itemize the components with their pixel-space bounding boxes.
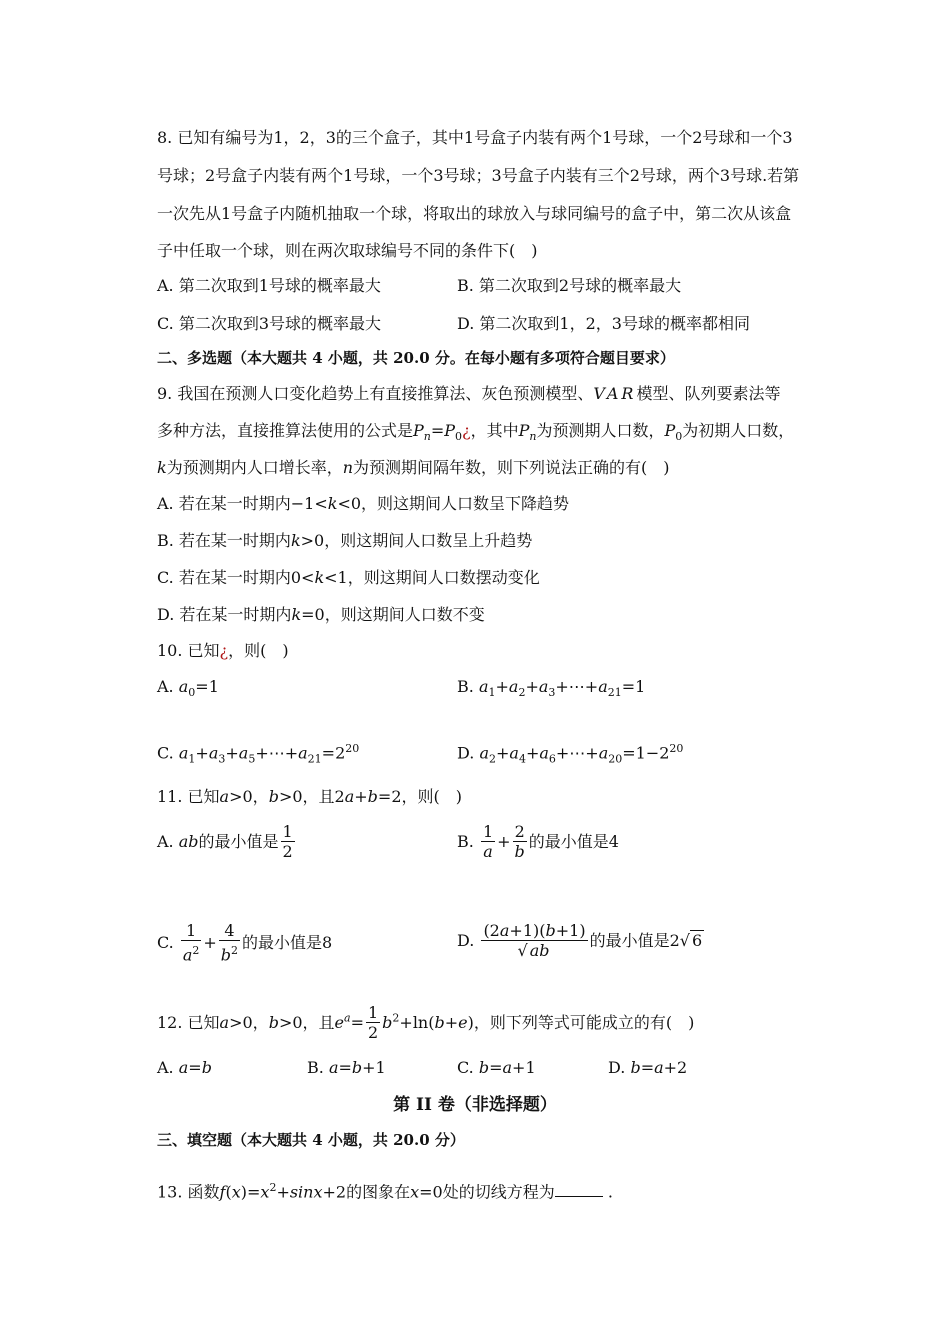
q11-text: 11. 已知 <box>157 787 220 806</box>
fraction: $\frac{(2a+1)(b+1)}{√ ab}$ <box>483 921 586 960</box>
q9-option-a: A. 若在某一时期内−1<k<0，则这期间人口数呈下降趋势 <box>157 494 570 513</box>
fraction: $\frac{1}{2}$ <box>282 822 293 861</box>
q10-stem <box>157 640 289 662</box>
q12-option-a: A. a=b <box>157 1058 212 1077</box>
option-text: 的最小值是4 <box>528 832 619 851</box>
q12-text: 12. 已知 <box>157 1013 220 1032</box>
q9-text: 为预测期人口数， <box>536 421 665 440</box>
q10-option-b: B. $a_1+a_2+a_3+\cdots+a_{21}=1$ <box>457 677 646 700</box>
q9-text: 多种方法，直接推算法使用的公式是 <box>157 421 414 440</box>
q9-text: ，其中 <box>470 421 519 440</box>
var-pn: $P_n$ <box>518 421 537 444</box>
q9-text: 9. 我国在预测人口变化趋势上有直接推算法、灰色预测模型、 <box>157 384 594 403</box>
fraction: $\frac{1}{a^2}$ <box>182 921 200 965</box>
q13-text: 13. 函数 <box>157 1182 220 1202</box>
var-p0: P <box>664 421 676 440</box>
option-text: C. 若在某一时期内0< <box>157 568 315 587</box>
q12-option-c: C. b=a+1 <box>457 1058 536 1077</box>
q9-text: 为初期人口数， <box>682 421 795 440</box>
q11-option-b: B. $\frac{1}{a}$ + $\frac{2}{b}$ 的最小值是4 <box>457 822 619 861</box>
fraction: $\frac{1}{a}$ <box>482 822 494 861</box>
q11-option-c: C. $\frac{1}{a^2}$ + $\frac{4}{b^2}$ 的最小值是8 <box>157 921 333 965</box>
q11-text: ，则( ) <box>401 787 463 806</box>
q9-line-3 <box>157 457 670 479</box>
q8-option-a: A. 第二次取到1号球的概率最大 <box>157 276 381 295</box>
q10-option-d: D. $a_2+a_4+a_6+\cdots+a_{20}=1-2^{20}$ <box>457 742 684 766</box>
q12-stem: 12. 已知a>0，b>0，且$e^a=$ $\frac{1}{2}$ $b^2+\ln(b+e)$，则下列等式可能成立的有( ) <box>157 1003 695 1042</box>
section-3-heading: 三、填空题（本大题共 4 小题，共 20.0 分） <box>157 1131 465 1149</box>
q10-option-a: A. $a_0=1$ <box>157 677 219 700</box>
option-text: 的最小值是 <box>198 832 279 851</box>
option-text: 的最小值是2 <box>589 931 680 950</box>
q9-var-model: VAR <box>593 384 637 403</box>
option-text: <0，则这期间人口数呈下降趋势 <box>337 494 570 513</box>
option-text: D. 若在某一时期内 <box>157 605 292 624</box>
section-2-heading: 二、多选题（本大题共 4 小题，共 20.0 分。在每小题有多项符合题目要求） <box>157 349 675 367</box>
q8-line-2: 号球；2号盒子内装有两个1号球，一个3号球；3号盒子内装有三个2号球，两个3号球.若第 <box>157 166 800 185</box>
broken-glyph: ¿ <box>219 641 229 660</box>
q10-text: 10. 已知 <box>157 641 220 660</box>
q9-line-1 <box>157 383 780 405</box>
option-text: B. 若在某一时期内 <box>157 531 291 550</box>
option-text: 的最小值是8 <box>242 933 333 953</box>
q8-line-1: 8. 已知有编号为1，2，3的三个盒子，其中1号盒子内装有两个1号球，一个2号球和一个3 <box>157 128 793 147</box>
option-text: <1，则这期间人口数摆动变化 <box>324 568 540 587</box>
fraction: $\frac{4}{b^2}$ <box>220 921 239 965</box>
q10-option-c: C. $a_1+a_3+a_5+\cdots+a_{21}=2^{20}$ <box>157 742 360 766</box>
option-label: A. <box>157 677 174 696</box>
fraction: $\frac{1}{2}$ <box>367 1003 379 1042</box>
q9-option-b: B. 若在某一时期内k>0，则这期间人口数呈上升趋势 <box>157 531 533 550</box>
option-text: >0，则这期间人口数呈上升趋势 <box>300 531 533 550</box>
q8-option-d: D. 第二次取到1，2，3号球的概率都相同 <box>457 314 750 333</box>
q13-stem: 13. 函数$f(x)=x^2+\sin x+2$的图象在x=0处的切线方程为 . <box>157 1181 613 1202</box>
option-text: =0，则这期间人口数不变 <box>301 605 485 624</box>
q8-option-b: B. 第二次取到2号球的概率最大 <box>457 276 682 295</box>
option-label: C. <box>157 743 174 763</box>
q11-stem: 11. 已知a>0，b>0，且2a+b=2，则( ) <box>157 787 463 806</box>
q9-text: 模型、队列要素法等 <box>636 384 781 403</box>
q9-text: 为预测期内人口增长率， <box>166 458 343 477</box>
var-n: n <box>342 458 354 477</box>
q9-text: 为预测期间隔年数，则下列说法正确的有( ) <box>353 458 670 477</box>
q9-option-d: D. 若在某一时期内k=0，则这期间人口数不变 <box>157 605 485 624</box>
option-label: B. <box>457 677 474 696</box>
option-label: D. <box>457 743 475 763</box>
q13-text: 处的切线方程为 <box>442 1182 555 1202</box>
fraction: $\frac{2}{b}$ <box>514 822 525 861</box>
q12-option-d: D. b=a+2 <box>608 1058 688 1077</box>
var-k: k <box>157 458 167 477</box>
part-2-title: 第 II 卷（非选择题） <box>393 1095 557 1115</box>
q10-text: ，则( ) <box>228 641 289 660</box>
q8-line-4: 子中任取一个球，则在两次取球编号不同的条件下( ) <box>157 241 538 260</box>
broken-glyph: ¿ <box>462 421 471 440</box>
q11-option-d: D. $\frac{(2a+1)(b+1)}{√ ab}$ 的最小值是2√ 6 <box>457 921 703 960</box>
formula-pn: $P_n$ <box>413 421 431 444</box>
q8-line-3: 一次先从1号盒子内随机抽取一个球，将取出的球放入与球同编号的盒子中，第二次从该盒 <box>157 204 792 223</box>
answer-blank[interactable] <box>555 1182 603 1197</box>
formula-p0: P <box>444 421 456 440</box>
q13-text: 的图象在 <box>346 1182 411 1202</box>
q12-text: ，则下列等式可能成立的有( ) <box>473 1013 695 1032</box>
option-text: A. 若在某一时期内−1< <box>157 494 328 513</box>
q12-option-b: B. a=b+1 <box>307 1058 386 1077</box>
q9-line-2: 多种方法，直接推算法使用的公式是$P_n=P_0¿$，其中$P_n$为预测期人口数，$P_0$为初期人口数， <box>157 421 795 444</box>
q11-option-a: A. ab的最小值是 $\frac{1}{2}$ <box>157 822 293 861</box>
q8-option-c: C. 第二次取到3号球的概率最大 <box>157 314 382 333</box>
q9-option-c: C. 若在某一时期内0<k<1，则这期间人口数摆动变化 <box>157 568 540 587</box>
